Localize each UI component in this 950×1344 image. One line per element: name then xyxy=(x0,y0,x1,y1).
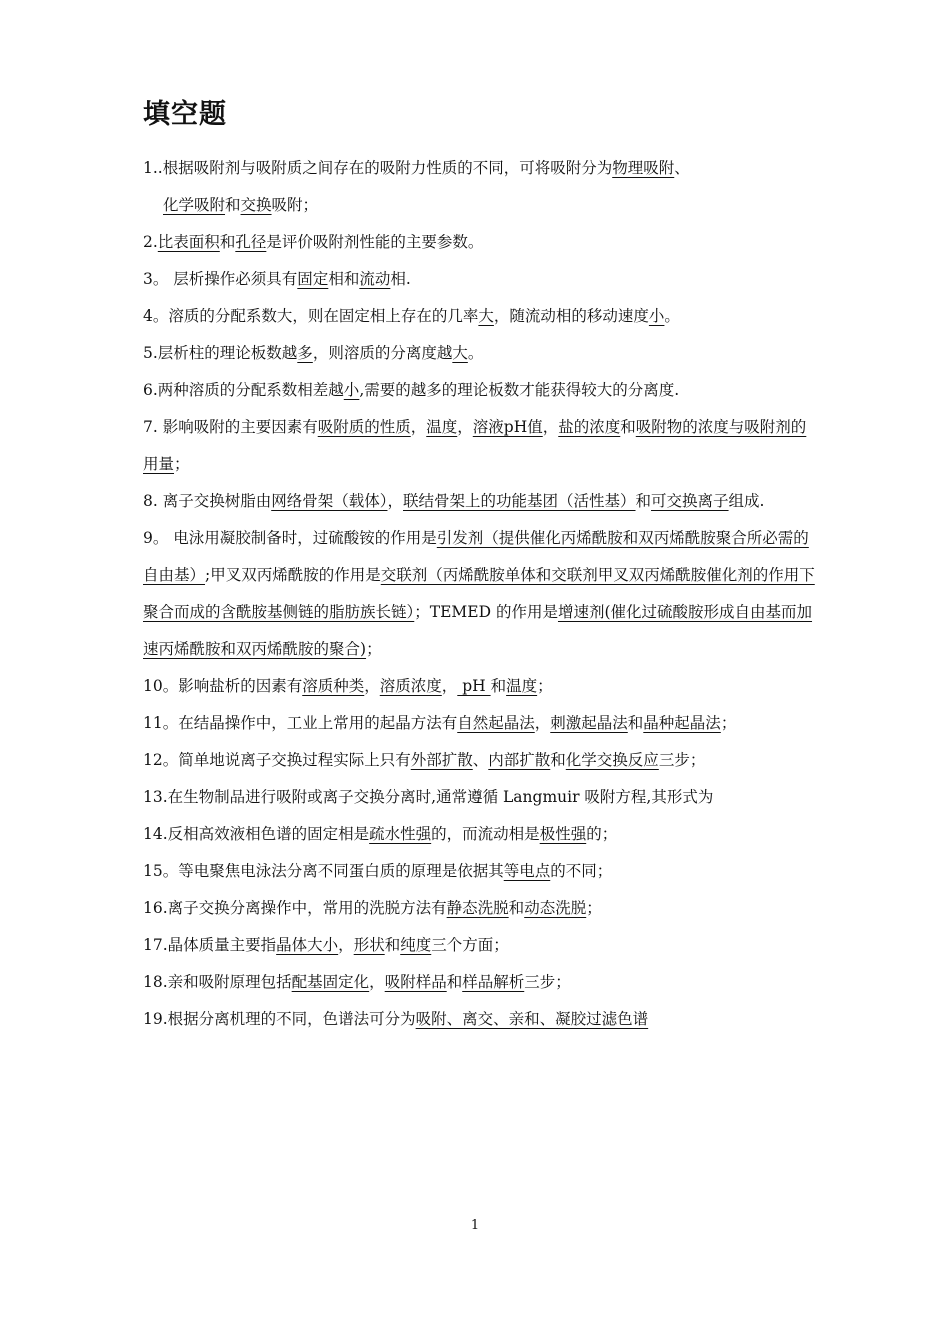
question-text: 和 xyxy=(384,936,401,954)
question-text: 13.在生物制品进行吸附或离子交换分离时,通常遵循 Langmuir 吸附方程,其形式为 xyxy=(143,788,714,806)
question-text: ；TEMED 的作用是 xyxy=(414,603,558,621)
question-text: 。 xyxy=(664,307,680,325)
answer-blank: 网络骨架（载体） xyxy=(271,492,388,510)
question-text: 5.层析柱的理论板数越 xyxy=(143,344,298,362)
answer-blank: 吸附、离交、亲和、凝胶过滤色谱 xyxy=(415,1010,649,1028)
answer-blank: 大 xyxy=(478,307,494,325)
answer-blank: 晶体大小 xyxy=(276,936,339,954)
question-text: 16.离子交换分离操作中，常用的洗脱方法有 xyxy=(143,899,447,917)
answer-blank: 吸附物的浓度与吸附剂的用量 xyxy=(143,418,807,473)
answer-blank: 内部扩散 xyxy=(488,751,551,769)
answer-blank: 化学交换反应 xyxy=(565,751,659,769)
question-text: 吸附； xyxy=(271,196,319,214)
question-item xyxy=(143,853,815,890)
question-text: 的，而流动相是 xyxy=(431,825,540,843)
answer-blank: 温度 xyxy=(506,677,538,695)
answer-blank: 小 xyxy=(648,307,665,325)
question-text: ， xyxy=(534,714,551,732)
question-text: ;甲叉双丙烯酰胺的作用是 xyxy=(205,566,381,584)
question-text: ； xyxy=(174,455,190,473)
question-text: ,需要的越多的理论板数才能获得较大的分离度. xyxy=(359,381,680,399)
question-text: ，则溶质的分离度越 xyxy=(312,344,453,362)
question-item xyxy=(143,1001,815,1038)
question-item xyxy=(143,668,815,705)
question-text: 相. xyxy=(390,270,411,288)
answer-blank: 动态洗脱 xyxy=(524,899,587,917)
question-text: 和 xyxy=(446,973,463,991)
question-list xyxy=(143,150,815,1038)
question-text: 和 xyxy=(627,714,644,732)
question-text: ， xyxy=(338,936,354,954)
answer-blank: 交联剂（丙烯酰胺单体和交联剂甲叉双丙烯酰胺催化剂的作用下聚合而成的含酰胺基侧链的脂肪族长链） xyxy=(143,566,815,621)
question-text: 2. xyxy=(143,233,158,251)
question-item xyxy=(143,816,815,853)
question-text: 14.反相高效液相色谱的固定相是 xyxy=(143,825,370,843)
page-number: 1 xyxy=(470,1218,480,1233)
answer-blank: 配基固定化 xyxy=(291,973,370,991)
question-text: 10。影响盐析的因素有 xyxy=(143,677,303,695)
question-text: 三步； xyxy=(658,751,706,769)
question-text: 是评价吸附剂性能的主要参数。 xyxy=(266,233,484,251)
answer-blank: 刺激起晶法 xyxy=(550,714,628,732)
answer-blank: 晶种起晶法 xyxy=(643,714,721,732)
question-text: 和 xyxy=(635,492,652,510)
question-text: 12。简单地说离子交换过程实际上只有 xyxy=(143,751,411,769)
page-title: 填空题 xyxy=(143,99,227,130)
question-text: 7. 影响吸附的主要因素有 xyxy=(143,418,318,436)
answer-blank: 样品解析 xyxy=(462,973,525,991)
question-text: 和 xyxy=(508,899,525,917)
question-text: 9。 电泳用凝胶制备时，过硫酸铵的作用是 xyxy=(143,529,437,547)
question-item xyxy=(143,927,815,964)
question-text: 和 xyxy=(550,751,566,769)
answer-blank: 吸附质的性质 xyxy=(317,418,411,436)
question-text: 1..根据吸附剂与吸附质之间存在的吸附力性质的不同，可将吸附分为 xyxy=(143,159,613,177)
question-text: ， xyxy=(410,418,427,436)
question-text: 和 xyxy=(225,196,241,214)
question-continuation xyxy=(143,187,815,224)
answer-blank: 静态洗脱 xyxy=(446,899,509,917)
question-text: 11。在结晶操作中，工业上常用的起晶方法有 xyxy=(143,714,458,732)
question-text: ； xyxy=(537,677,553,695)
answer-blank: 物理吸附 xyxy=(612,159,675,177)
question-text: 15。等电聚焦电泳法分离不同蛋白质的原理是依据其 xyxy=(143,862,504,880)
answer-blank: 温度 xyxy=(426,418,458,436)
question-text: ，随流动相的移动速度 xyxy=(493,307,649,325)
answer-blank: 溶液pH值 xyxy=(472,418,543,436)
question-item xyxy=(143,298,815,335)
answer-blank: 等电点 xyxy=(503,862,551,880)
answer-blank: 溶质种类 xyxy=(302,677,365,695)
question-item xyxy=(143,779,815,816)
question-text: 的； xyxy=(586,825,618,843)
answer-blank: 疏水性强 xyxy=(369,825,432,843)
question-text: ； xyxy=(366,640,382,658)
answer-blank: 外部扩散 xyxy=(410,751,473,769)
answer-blank: 极性强 xyxy=(539,825,587,843)
question-text: 三步； xyxy=(524,973,571,991)
question-text: ， xyxy=(387,492,403,510)
answer-blank: 吸附样品 xyxy=(384,973,447,991)
question-text: 三个方面； xyxy=(431,936,509,954)
question-text: ， xyxy=(457,418,473,436)
question-item xyxy=(143,705,815,742)
question-text: ， xyxy=(542,418,559,436)
question-text: 。 xyxy=(467,344,484,362)
answer-blank: 孔径 xyxy=(235,233,267,251)
question-item xyxy=(143,742,815,779)
answer-blank: 小 xyxy=(343,381,360,399)
answer-blank: 形状 xyxy=(353,936,385,954)
answer-blank: 流动 xyxy=(359,270,391,288)
answer-blank: 增速剂(催化过硫酸胺形成自由基而加速丙烯酰胺和双丙烯酰胺的聚合) xyxy=(143,603,813,658)
answer-blank: 盐的浓度 xyxy=(558,418,621,436)
answer-blank: 交换 xyxy=(240,196,272,214)
question-text: 和 xyxy=(219,233,236,251)
answer-blank: 固定 xyxy=(297,270,329,288)
question-text: 相和 xyxy=(328,270,360,288)
question-item xyxy=(143,409,815,483)
answer-blank: 大 xyxy=(452,344,468,362)
question-text: 和 xyxy=(620,418,636,436)
question-text: ， xyxy=(364,677,380,695)
answer-blank: 引发剂（提供催化丙烯酰胺和双丙烯酰胺聚合所必需的自由基） xyxy=(143,529,809,584)
answer-blank: 多 xyxy=(297,344,313,362)
question-item xyxy=(143,335,815,372)
answer-blank: pH xyxy=(457,677,491,695)
answer-blank: 联结骨架上的功能基团（活性基） xyxy=(403,492,636,510)
question-item xyxy=(143,261,815,298)
question-text: 8. 离子交换树脂由 xyxy=(143,492,272,510)
question-item xyxy=(143,964,815,1001)
answer-blank: 纯度 xyxy=(400,936,432,954)
question-text: ； xyxy=(586,899,602,917)
question-item xyxy=(143,224,815,261)
answer-blank: 溶质浓度 xyxy=(379,677,442,695)
question-text: 6.两种溶质的分配系数相差越 xyxy=(143,381,344,399)
question-text: 17.晶体质量主要指 xyxy=(143,936,277,954)
answer-blank: 可交换离子 xyxy=(651,492,729,510)
question-text: 4。溶质的分配系数大，则在固定相上存在的几率 xyxy=(143,307,479,325)
answer-blank: 比表面积 xyxy=(157,233,220,251)
question-item xyxy=(143,520,815,668)
question-item xyxy=(143,483,815,520)
question-text: 的不同； xyxy=(550,862,613,880)
question-item xyxy=(143,372,815,409)
question-text: ， xyxy=(441,677,458,695)
question-item xyxy=(143,890,815,927)
question-text: 3。 层析操作必须具有 xyxy=(143,270,298,288)
answer-blank: 化学吸附 xyxy=(163,196,226,214)
question-text: 和 xyxy=(490,677,507,695)
question-item xyxy=(143,150,815,224)
question-text: 、 xyxy=(472,751,489,769)
question-text: ， xyxy=(369,973,385,991)
question-text: 19.根据分离机理的不同，色谱法可分为 xyxy=(143,1010,416,1028)
question-text: 18.亲和吸附原理包括 xyxy=(143,973,292,991)
answer-blank: 自然起晶法 xyxy=(457,714,535,732)
question-text: 、 xyxy=(674,159,690,177)
question-text: ； xyxy=(720,714,737,732)
question-text: 组成. xyxy=(728,492,765,510)
